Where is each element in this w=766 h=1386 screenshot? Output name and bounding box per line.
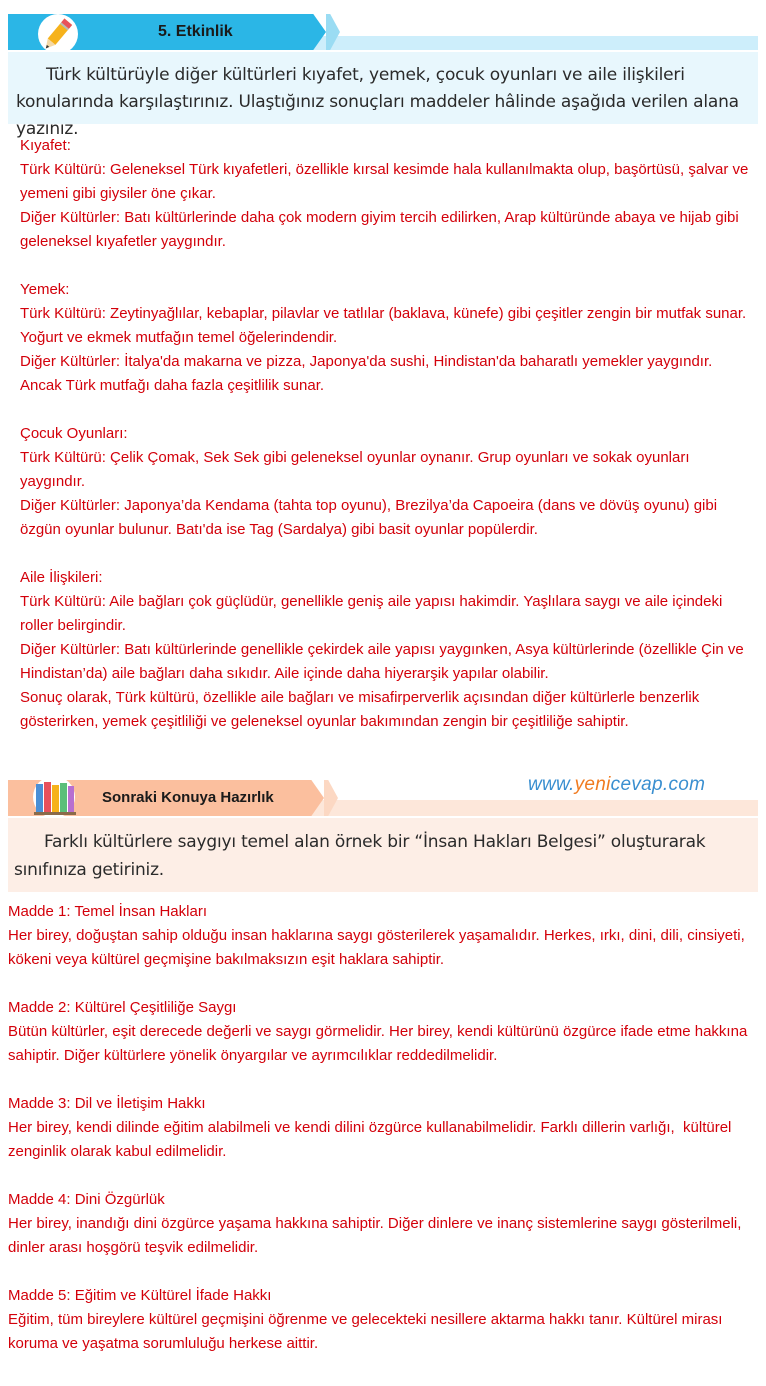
watermark-prefix: www. (528, 774, 575, 795)
watermark-accent: yeni (574, 774, 611, 795)
answer-line: Diğer Kültürler: Batı kültürlerinde genellikle çekirdek aile yapısı yaygınken, Asya kültürlerinde (özellikle Çin ve Hindistan’da) aile bağları daha sıkıdır. Aile içinde daha hiyerarşik yapılar olabilir. (20, 641, 748, 682)
answer-line: Madde 3: Dil ve İletişim Hakkı (8, 1095, 206, 1112)
site-watermark (528, 774, 705, 796)
answer-line (8, 972, 762, 996)
answer-line: Yemek: (20, 281, 70, 298)
answer-line: Türk Kültürü: Zeytinyağlılar, kebaplar, pilavlar ve tatlılar (baklava, künefe) gibi çeşitler zengin bir mutfak sunar. Yoğurt ve ekmek mutfağın temel öğelerindendir. (20, 305, 751, 346)
answer-line: Madde 5: Eğitim ve Kültürel İfade Hakkı (8, 1287, 272, 1304)
activity-instruction: Türk kültürüyle diğer kültürleri kıyafet, yemek, çocuk oyunları ve aile ilişkileri konularında karşılaştırınız. Ulaştığınız sonuçları maddeler hâlinde aşağıda verilen alana yazınız. (16, 65, 739, 139)
books-icon (24, 776, 84, 818)
answer-line: Madde 1: Temel İnsan Hakları (8, 903, 207, 920)
next-topic-title: Sonraki Konuya Hazırlık (102, 789, 274, 806)
next-instruction-box (8, 818, 758, 892)
answer-line: Madde 4: Dini Özgürlük (8, 1191, 165, 1208)
answer-line (8, 1068, 762, 1092)
watermark-suffix: cevap.com (610, 774, 706, 795)
answer-line: Çocuk Oyunları: (20, 425, 128, 442)
answer-line: Türk Kültürü: Çelik Çomak, Sek Sek gibi geleneksel oyunlar oynanır. Grup oyunları ve sokak oyunları yaygındır. (20, 449, 694, 490)
answer-line: Bütün kültürler, eşit derecede değerli ve saygı görmelidir. Her birey, kendi kültürünü özgürce ifade etme hakkına sahiptir. Diğer kültürlere yönelik önyargılar ve ayrımcılıklar reddedilmelidir. (8, 1023, 752, 1064)
activity-title: 5. Etkinlik (158, 23, 233, 40)
answer-1 (20, 134, 752, 734)
activity-banner (8, 14, 758, 52)
answer-line (8, 1260, 762, 1284)
answer-line (20, 542, 752, 566)
answer-line: Kıyafet: (20, 137, 71, 154)
answer-line: Diğer Kültürler: Japonya’da Kendama (tahta top oyunu), Brezilya’da Capoeira (dans ve dövüş oyunu) gibi özgün oyunlar bulunur. Batı'da ise Tag (Sardalya) gibi basit oyunlar popülerdir. (20, 497, 722, 538)
answer-line: Her birey, inandığı dini özgürce yaşama hakkına sahiptir. Diğer dinlere ve inanç sistemlerine saygı gösterilmeli, dinler arası hoşgörü teşvik edilmelidir. (8, 1215, 746, 1256)
answer-line: Sonuç olarak, Türk kültürü, özellikle aile bağları ve misafirperverlik açısından diğer kültürlerle benzerlik gösterirken, yemek çeşitliliği ve geleneksel oyunlar bakımından zengin bir çeşitliliğe sahiptir. (20, 689, 704, 730)
answer-line (8, 1164, 762, 1188)
answer-line: Diğer Kültürler: İtalya'da makarna ve pizza, Japonya'da sushi, Hindistan'da baharatlı yemekler yaygındır. Ancak Türk mutfağı daha fazla çeşitlilik sunar. (20, 353, 716, 394)
answer-line: Eğitim, tüm bireylere kültürel geçmişini öğrenme ve gelecekteki nesillere aktarma hakkı tanır. Kültürel mirası koruma ve yaşatma sorumluluğu herkese aittir. (8, 1311, 727, 1352)
answer-line (20, 398, 752, 422)
answer-line: Aile İlişkileri: (20, 569, 103, 586)
answer-line: Türk Kültürü: Geleneksel Türk kıyafetleri, özellikle kırsal kesimde hala kullanılmakta olup, başörtüsü, şalvar ve yemeni gibi giysiler öne çıkar. (20, 161, 753, 202)
answer-line: Türk Kültürü: Aile bağları çok güçlüdür, genellikle geniş aile yapısı hakimdir. Yaşlılara saygı ve aile içindeki roller belirgindir. (20, 593, 727, 634)
answer-line: Madde 2: Kültürel Çeşitliliğe Saygı (8, 999, 237, 1016)
answer-line: Her birey, kendi dilinde eğitim alabilmeli ve kendi dilini özgürce kullanabilmelidir. Farklı dillerin varlığı, kültürel zenginlik olarak kabul edilmelidir. (8, 1119, 736, 1160)
answer-line: Diğer Kültürler: Batı kültürlerinde daha çok modern giyim tercih edilirken, Arap kültüründe abaya ve hijab gibi geleneksel kıyafetler yaygındır. (20, 209, 743, 250)
activity-instruction-box (8, 52, 758, 139)
answer-2 (8, 900, 762, 1356)
answer-line: Her birey, doğuştan sahip olduğu insan haklarına saygı gösterilerek yaşamalıdır. Herkes, ırkı, dini, dili, cinsiyeti, kökeni veya kültürel geçmişine bakılmaksızın eşit haklara sahiptir. (8, 927, 749, 968)
answer-line (20, 254, 752, 278)
next-instruction: Farklı kültürlere saygıyı temel alan örnek bir “İnsan Hakları Belgesi” oluşturarak sınıfınıza getiriniz. (14, 832, 706, 880)
